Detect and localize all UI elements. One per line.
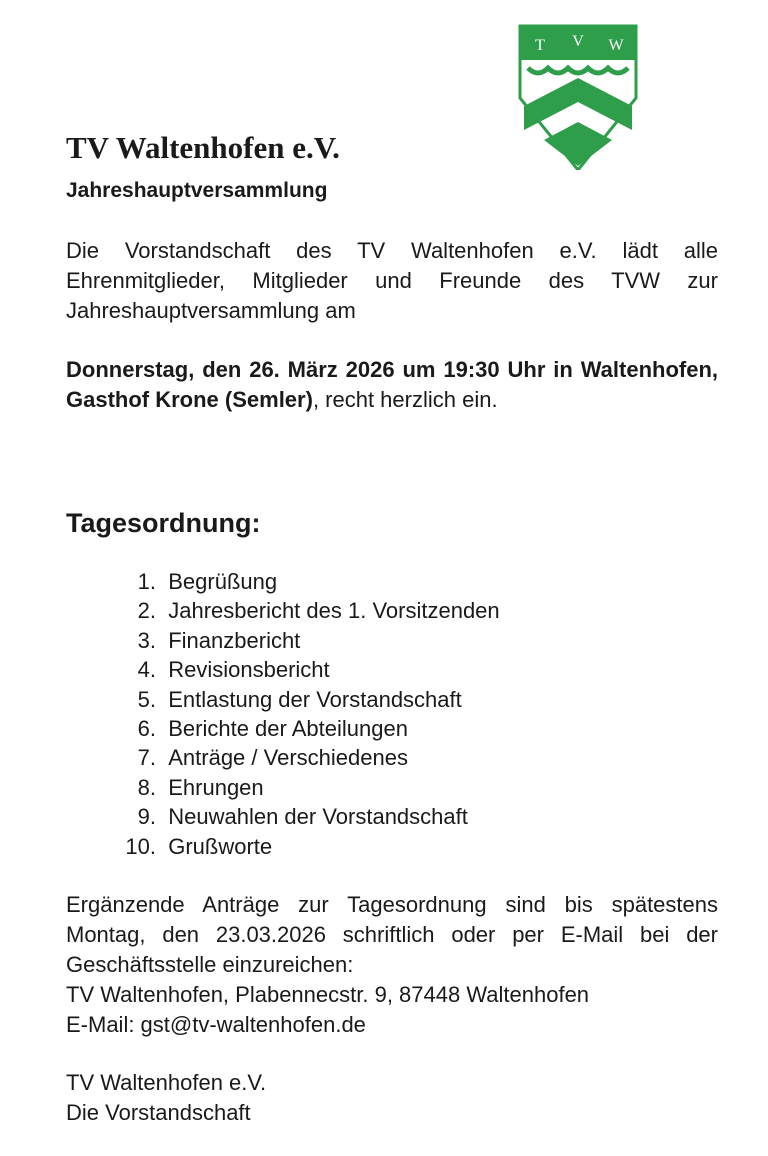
agenda-item (108, 773, 500, 802)
agenda-item (108, 626, 500, 655)
agenda-item-text: Ehrungen (168, 774, 264, 800)
agenda-item (108, 685, 500, 714)
agenda-item-text: Finanzbericht (168, 627, 301, 653)
office-email[interactable]: E-Mail: gst@tv-waltenhofen.de (66, 1012, 366, 1037)
agenda-item-number: 4. (137, 657, 156, 683)
logo-letter-t: T (535, 37, 545, 54)
invitation-intro: Die Vorstandschaft des TV Waltenhofen e.V. lädt alle Ehrenmitglieder, Mitglieder und Freunde des TVW zur Jahreshauptversammlung am (66, 238, 718, 323)
agenda-list (108, 567, 500, 861)
agenda-item-number: 7. (137, 745, 156, 771)
agenda-item-number: 2. (137, 598, 156, 624)
agenda-item-text: Berichte der Abteilungen (168, 715, 408, 741)
agenda-item-text: Grußworte (168, 833, 273, 859)
signature-board: Die Vorstandschaft (66, 1100, 251, 1125)
office-address: TV Waltenhofen, Plabennecstr. 9, 87448 Waltenhofen (66, 982, 590, 1007)
agenda-item-number: 1. (137, 569, 156, 594)
agenda-item-number: 8. (137, 774, 156, 800)
agenda-item-number: 3. (137, 627, 156, 653)
agenda-item (108, 802, 500, 831)
agenda-item (108, 567, 500, 596)
agenda-item-number: 10. (125, 833, 156, 859)
agenda-item (108, 596, 500, 625)
agenda-heading: Tagesordnung: (66, 508, 261, 538)
motions-notice (66, 890, 718, 1040)
agenda-item (108, 743, 500, 772)
agenda-item-number: 9. (137, 804, 156, 830)
agenda-item (108, 832, 500, 861)
agenda-item (108, 655, 500, 684)
signature-block (66, 1068, 718, 1128)
club-logo (516, 20, 640, 170)
motions-text: Ergänzende Anträge zur Tagesordnung sind bis spätestens Montag, den 23.03.2026 schriftlich oder per E-Mail bei der Geschäftsstelle einzureichen: (66, 892, 718, 977)
agenda-item-text: Jahresbericht des 1. Vorsitzenden (168, 598, 500, 624)
logo-letter-w: W (608, 37, 624, 54)
logo-letter-v: V (572, 33, 584, 50)
agenda-item-number: 6. (137, 715, 156, 741)
agenda-item-text: Begrüßung (168, 569, 278, 594)
invitation-closing: , recht herzlich ein. (312, 387, 498, 412)
meeting-subtitle: Jahreshauptversammlung (66, 179, 328, 202)
agenda-item (108, 714, 500, 743)
meeting-details (66, 355, 718, 415)
agenda-item-text: Entlastung der Vorstandschaft (168, 686, 462, 712)
club-title: TV Waltenhofen e.V. (66, 130, 340, 165)
agenda-item-number: 5. (137, 686, 156, 712)
agenda-item-text: Anträge / Verschiedenes (168, 745, 408, 771)
meeting-date-location: Donnerstag, den 26. März 2026 um 19:30 Uhr in Waltenhofen, Gasthof Krone (Semler) (66, 357, 718, 412)
agenda-item-text: Revisionsbericht (168, 657, 330, 683)
signature-org: TV Waltenhofen e.V. (66, 1070, 267, 1095)
agenda-item-text: Neuwahlen der Vorstandschaft (168, 804, 468, 830)
